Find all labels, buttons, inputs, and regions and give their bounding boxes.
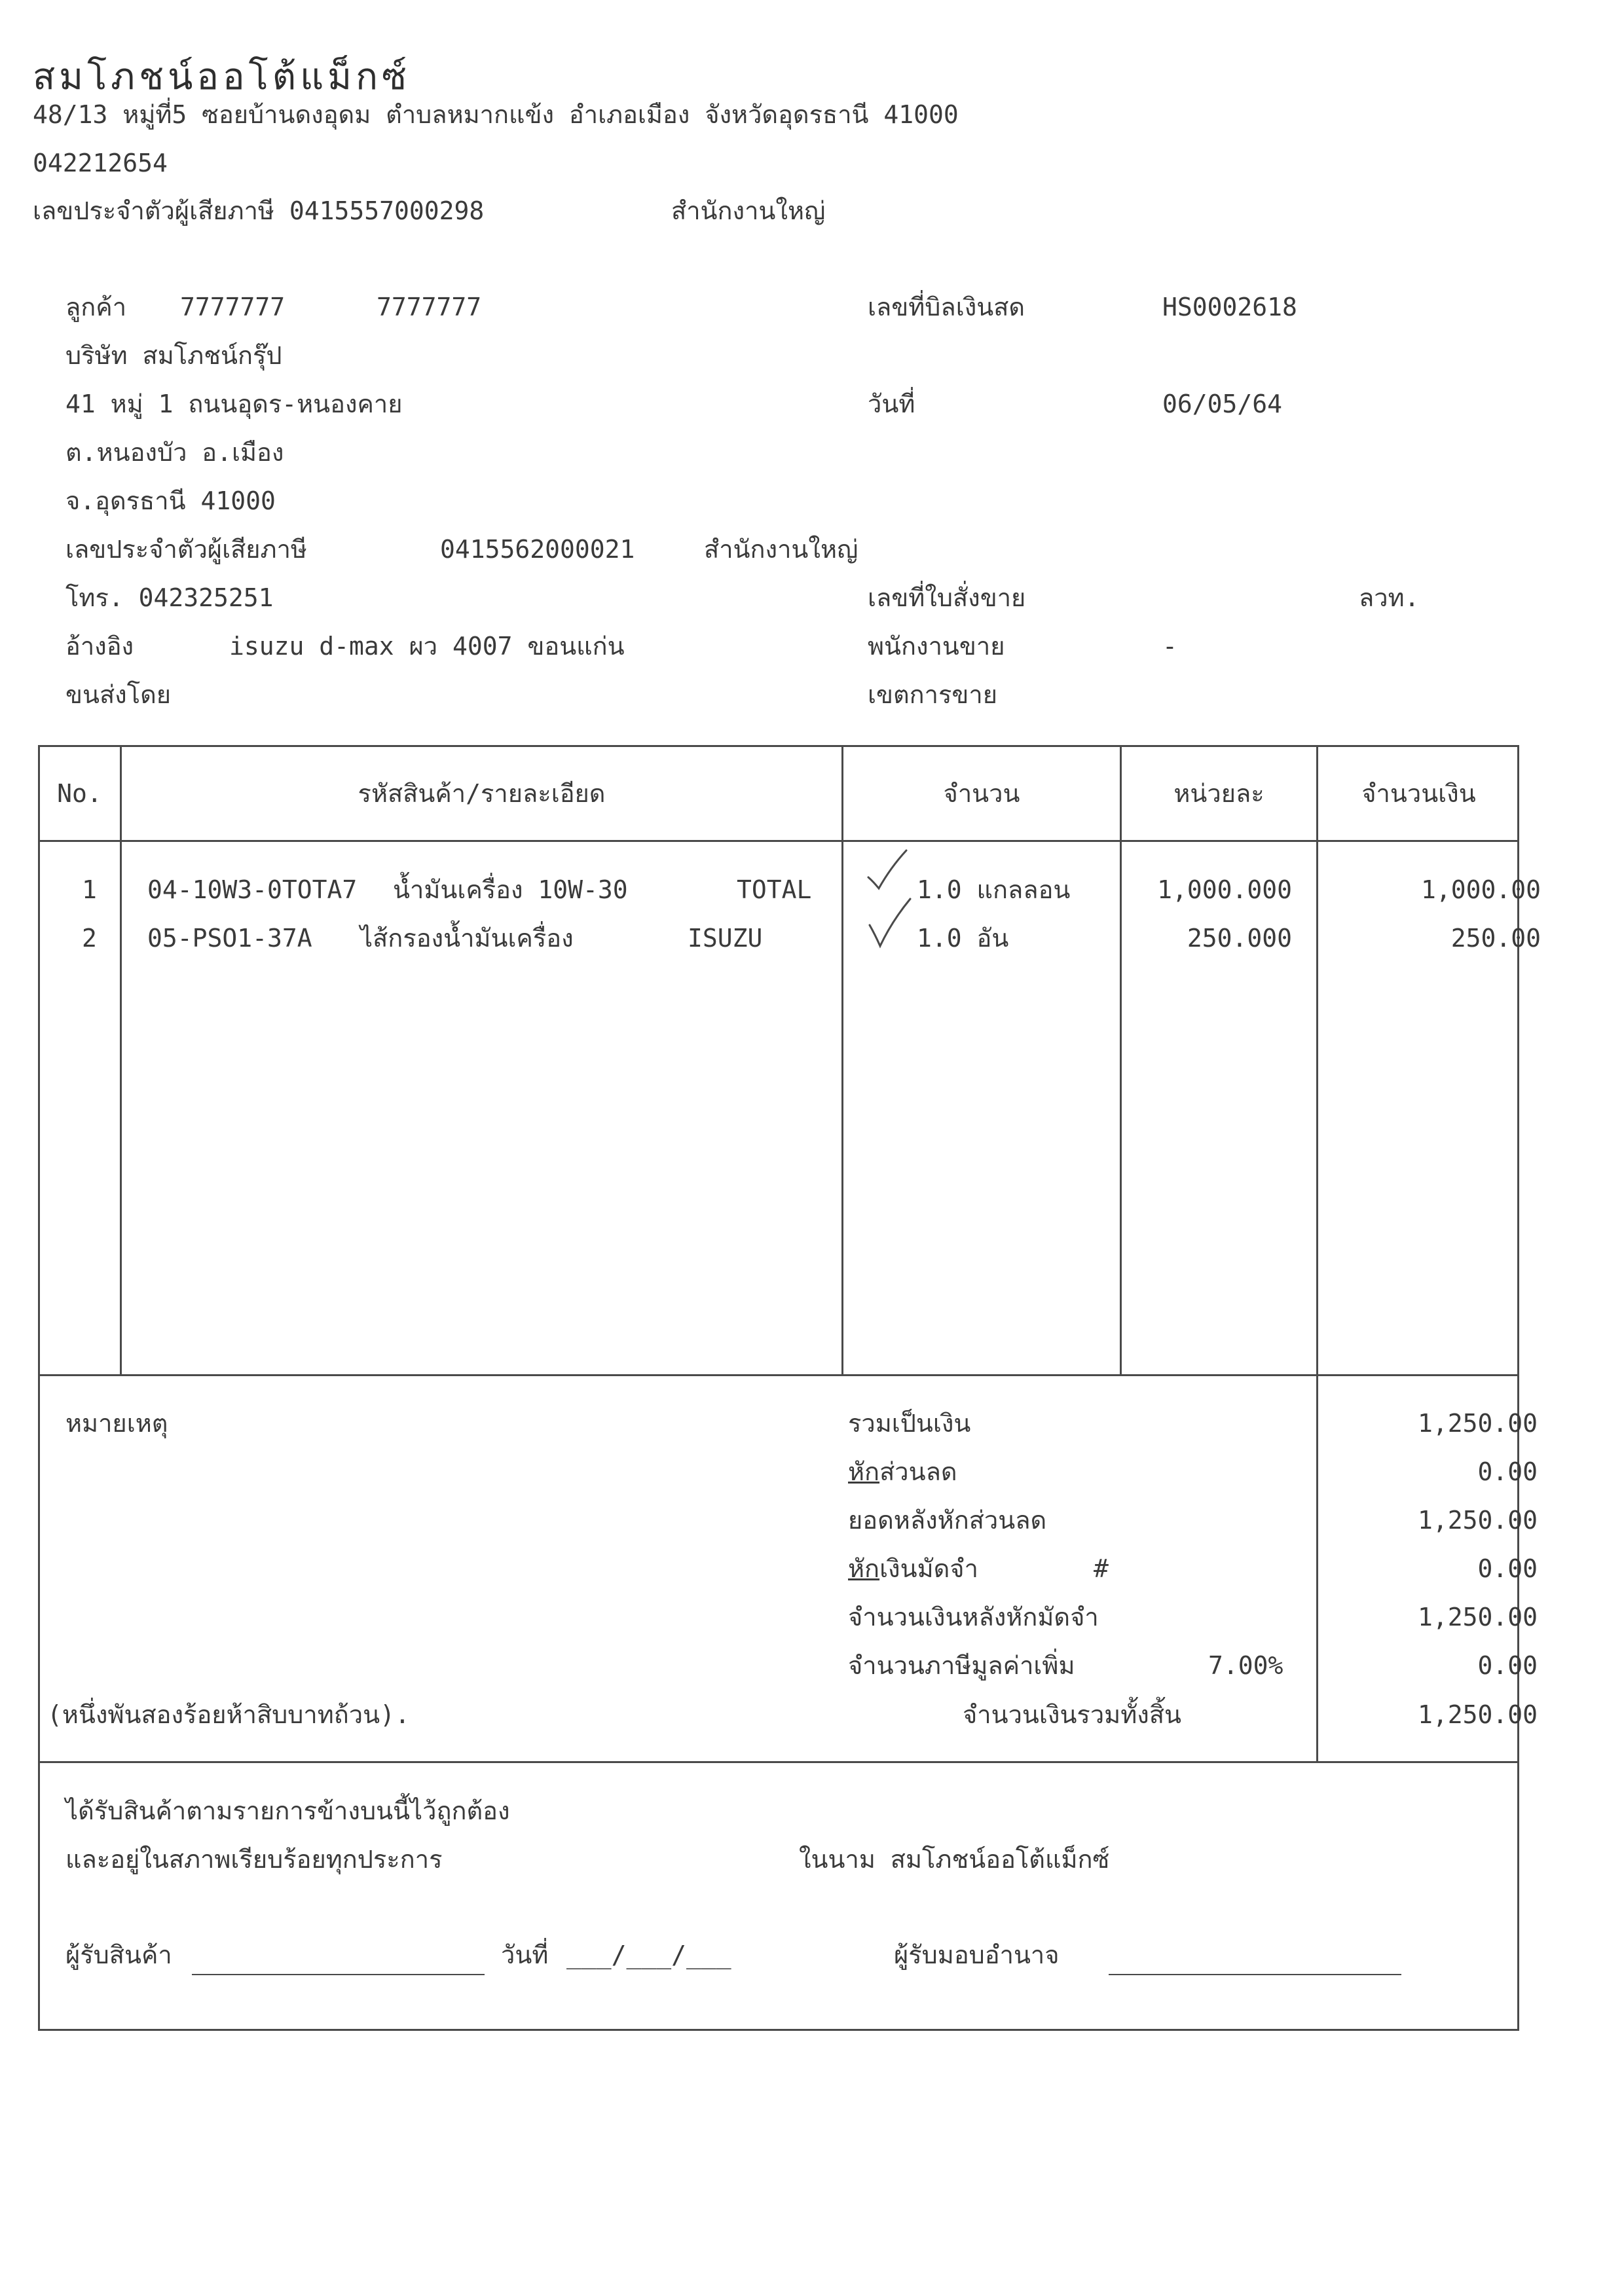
vat-label: จำนวนภาษีมูลค่าเพิ่ม — [848, 1651, 1075, 1680]
customer-code-2: 7777777 — [377, 293, 482, 321]
bill-number-label: เลขที่บิลเงินสด — [868, 293, 1025, 321]
date-value: 06/05/64 — [1162, 390, 1283, 418]
discount-value: 0.00 — [1477, 1457, 1538, 1486]
sales-order-value: ลวท. — [1359, 583, 1420, 612]
header-divider — [38, 840, 1519, 842]
customer-name: บริษัท สมโภชน์กรุ๊ป — [65, 341, 282, 370]
item-quantity: 1.0 อัน — [917, 924, 1009, 953]
header-no: No. — [57, 779, 102, 808]
subtotal-label: รวมเป็นเงิน — [848, 1409, 971, 1438]
vat-value: 0.00 — [1477, 1651, 1538, 1680]
receiver-signature-line — [192, 1974, 485, 1975]
discount-prefix: หัก — [848, 1457, 880, 1486]
receipt-date-blank: ___/___/___ — [566, 1941, 731, 1969]
company-name: สมโภชน์ออโต้แม็กซ์ — [33, 56, 411, 98]
row-no: 1 — [82, 875, 97, 904]
deposit-prefix: หัก — [848, 1554, 880, 1583]
company-branch: สำนักงานใหญ่ — [671, 196, 826, 225]
items-divider — [38, 1374, 1519, 1376]
discount-label — [848, 1459, 957, 1484]
deposit-value: 0.00 — [1477, 1554, 1538, 1583]
item-amount: 1,000.00 — [1420, 875, 1541, 904]
item-quantity: 1.0 แกลลอน — [917, 875, 1071, 904]
receipt-date-label: วันที่ — [501, 1941, 549, 1969]
sales-order-label: เลขที่ใบสั่งขาย — [868, 583, 1026, 612]
header-unit-price: หน่วยละ — [1173, 779, 1264, 808]
col-divider-1 — [120, 745, 122, 1375]
item-code: 05-PSO1-37A — [147, 924, 312, 953]
total-value: 1,250.00 — [1417, 1700, 1538, 1729]
discount-text: ส่วนลด — [879, 1457, 957, 1486]
total-label: จำนวนเงินรวมทั้งสิ้น — [963, 1700, 1181, 1729]
amount-in-words: (หนึ่งพันสองร้อยห้าสิบบาทถ้วน). — [47, 1700, 410, 1729]
col-divider-2 — [841, 745, 843, 1375]
item-description: ไส้กรองน้ำมันเครื่อง — [360, 924, 574, 953]
date-label: วันที่ — [868, 390, 915, 418]
row-no: 2 — [82, 924, 97, 953]
header-amount: จำนวนเงิน — [1361, 779, 1476, 808]
item-description: น้ำมันเครื่อง 10W-30 — [393, 875, 628, 904]
salesperson-value: - — [1162, 632, 1177, 661]
deposit-label — [848, 1556, 978, 1581]
item-code: 04-10W3-0TOTA7 — [147, 875, 358, 904]
shipping-label: ขนส่งโดย — [65, 680, 172, 709]
vat-rate: 7.00% — [1208, 1651, 1283, 1680]
subtotal-value: 1,250.00 — [1417, 1409, 1538, 1438]
authorized-signature-line — [1109, 1974, 1401, 1975]
company-address: 48/13 หมู่ที่5 ซอยบ้านดงอุดม ตำบลหมากแข้ง อำเภอเมือง จังหวัดอุดรธานี 41000 — [33, 100, 959, 129]
item-unit-price: 250.000 — [1187, 924, 1292, 953]
bill-number: HS0002618 — [1162, 293, 1297, 321]
company-phone: 042212654 — [33, 149, 168, 177]
customer-tax-id: 0415562000021 — [440, 535, 635, 564]
company-tax-id: เลขประจำตัวผู้เสียภาษี 0415557000298 — [33, 196, 485, 225]
customer-address-2: ต.หนองบัว อ.เมือง — [65, 438, 284, 467]
customer-label: ลูกค้า — [65, 293, 127, 321]
received-statement-2: และอยู่ในสภาพเรียบร้อยทุกประการ — [65, 1845, 443, 1874]
customer-tax-label: เลขประจำตัวผู้เสียภาษี — [65, 535, 307, 564]
customer-phone: โทร. 042325251 — [65, 583, 274, 612]
salesperson-label: พนักงานขาย — [868, 632, 1005, 661]
receiver-label: ผู้รับสินค้า — [65, 1941, 172, 1969]
item-unit-price: 1,000.000 — [1157, 875, 1292, 904]
customer-address-3: จ.อุดรธานี 41000 — [65, 486, 276, 515]
customer-address-1: 41 หมู่ 1 ถนนอุดร-หนองคาย — [65, 390, 403, 418]
customer-code: 7777777 — [180, 293, 286, 321]
col-divider-3 — [1120, 745, 1122, 1375]
item-brand: TOTAL — [737, 875, 812, 904]
sales-area-label: เขตการขาย — [868, 680, 997, 709]
deposit-text: เงินมัดจำ — [879, 1554, 978, 1583]
reference-value: isuzu d-max ผว 4007 ขอนแก่น — [229, 632, 625, 661]
received-statement-1: ได้รับสินค้าตามรายการข้างบนนี้ไว้ถูกต้อง — [65, 1796, 510, 1825]
after-discount-value: 1,250.00 — [1417, 1506, 1538, 1535]
header-quantity: จำนวน — [943, 779, 1020, 808]
header-description: รหัสสินค้า/รายละเอียด — [358, 779, 606, 808]
summary-divider — [38, 1761, 1519, 1763]
after-deposit-value: 1,250.00 — [1417, 1603, 1538, 1631]
customer-tax-branch: สำนักงานใหญ่ — [704, 535, 858, 564]
after-discount-label: ยอดหลังหักส่วนลด — [848, 1506, 1047, 1535]
authorized-label: ผู้รับมอบอำนาจ — [894, 1941, 1060, 1969]
remark-label: หมายเหตุ — [65, 1409, 168, 1438]
deposit-hash: # — [1094, 1554, 1109, 1583]
after-deposit-label: จำนวนเงินหลังหักมัดจำ — [848, 1603, 1099, 1631]
on-behalf-of: ในนาม สมโภชน์ออโต้แม็กซ์ — [799, 1845, 1110, 1874]
item-amount: 250.00 — [1450, 924, 1541, 953]
reference-label: อ้างอิง — [65, 632, 134, 661]
checkmark-icon — [864, 848, 923, 959]
item-brand: ISUZU — [688, 924, 763, 953]
